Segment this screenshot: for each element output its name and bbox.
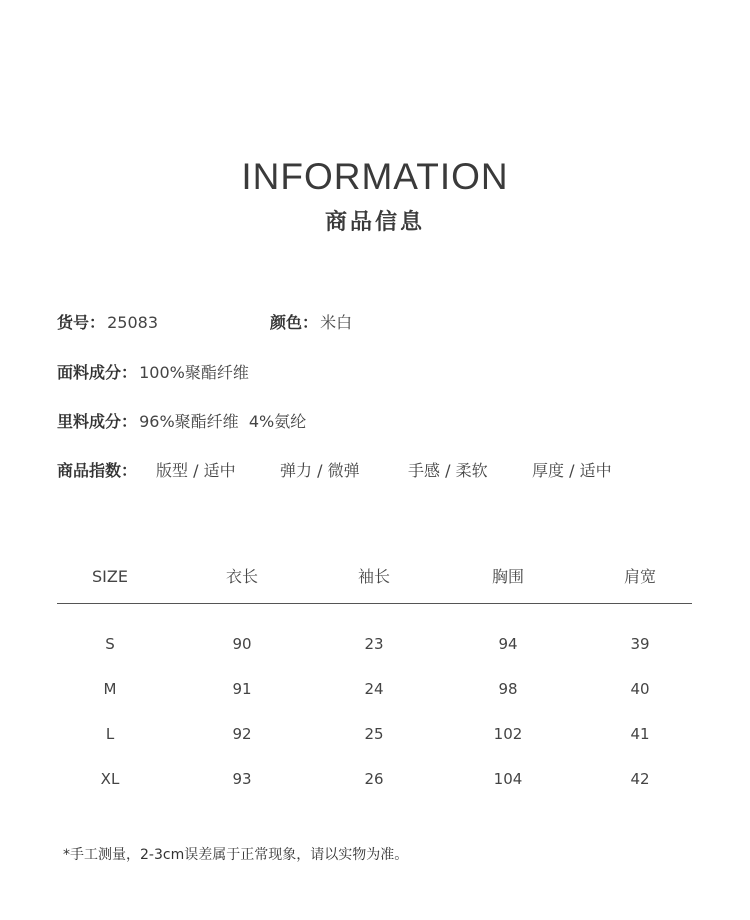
lining-label: 里料成分	[57, 412, 122, 431]
fabric-label: 面料成分	[57, 363, 122, 382]
table-cell: 92	[232, 725, 252, 743]
info-row-product-index	[57, 458, 697, 484]
header-sleeve: 袖长	[357, 567, 390, 586]
table-header	[57, 555, 692, 604]
table-row	[57, 757, 692, 802]
table-row	[57, 622, 692, 667]
size-table	[57, 555, 692, 802]
item-no-field	[57, 310, 158, 336]
table-cell: 39	[630, 635, 650, 653]
table-cell: 90	[232, 635, 252, 653]
table-cell: 94	[498, 635, 518, 653]
table-cell: 25	[364, 725, 384, 743]
table-cell: 93	[232, 770, 252, 788]
table-cell: 98	[498, 680, 518, 698]
table-cell: 40	[630, 680, 650, 698]
header-shoulder: 肩宽	[623, 567, 656, 586]
colon: ：	[121, 461, 138, 480]
table-cell: 26	[364, 770, 384, 788]
colon: ：	[302, 313, 319, 332]
lining-value: 96%聚酯纤维 4%氨纶	[139, 412, 307, 431]
table-cell: 41	[630, 725, 650, 743]
table-cell: S	[105, 635, 115, 653]
header-size: SIZE	[92, 567, 128, 586]
info-row-fabric	[57, 360, 249, 386]
table-row	[57, 712, 692, 757]
info-row-lining	[57, 409, 306, 435]
color-label: 颜色	[270, 313, 303, 332]
table-cell: XL	[100, 770, 120, 788]
index-elasticity: 弹力 / 微弹	[280, 461, 360, 480]
table-cell: 24	[364, 680, 384, 698]
item-no-value: 25083	[107, 313, 159, 332]
table-body	[57, 622, 692, 802]
item-no-label: 货号	[57, 313, 90, 332]
fabric-value: 100%聚酯纤维	[139, 363, 249, 382]
page-title: INFORMATION	[241, 156, 509, 197]
table-cell: 23	[364, 635, 384, 653]
header-chest: 胸围	[491, 567, 524, 586]
colon: ：	[89, 313, 106, 332]
index-thickness: 厚度 / 适中	[532, 461, 612, 480]
table-cell: 102	[493, 725, 523, 743]
info-row-item-color	[57, 310, 657, 336]
page-subtitle: 商品信息	[324, 210, 425, 235]
table-cell: L	[105, 725, 115, 743]
table-cell: 104	[493, 770, 523, 788]
color-value: 米白	[320, 313, 353, 332]
table-cell: 91	[232, 680, 252, 698]
product-index-label: 商品指数	[57, 461, 122, 480]
table-cell: 42	[630, 770, 650, 788]
index-feel: 手感 / 柔软	[408, 461, 488, 480]
index-fit: 版型 / 适中	[156, 461, 236, 480]
colon: ：	[121, 363, 138, 382]
color-field	[270, 310, 352, 336]
table-row	[57, 667, 692, 712]
header-length: 衣长	[225, 567, 258, 586]
table-cell: M	[103, 680, 117, 698]
measurement-note: *手工测量，2-3cm误差属于正常现象，请以实物为准。	[63, 847, 409, 863]
colon: ：	[121, 412, 138, 431]
